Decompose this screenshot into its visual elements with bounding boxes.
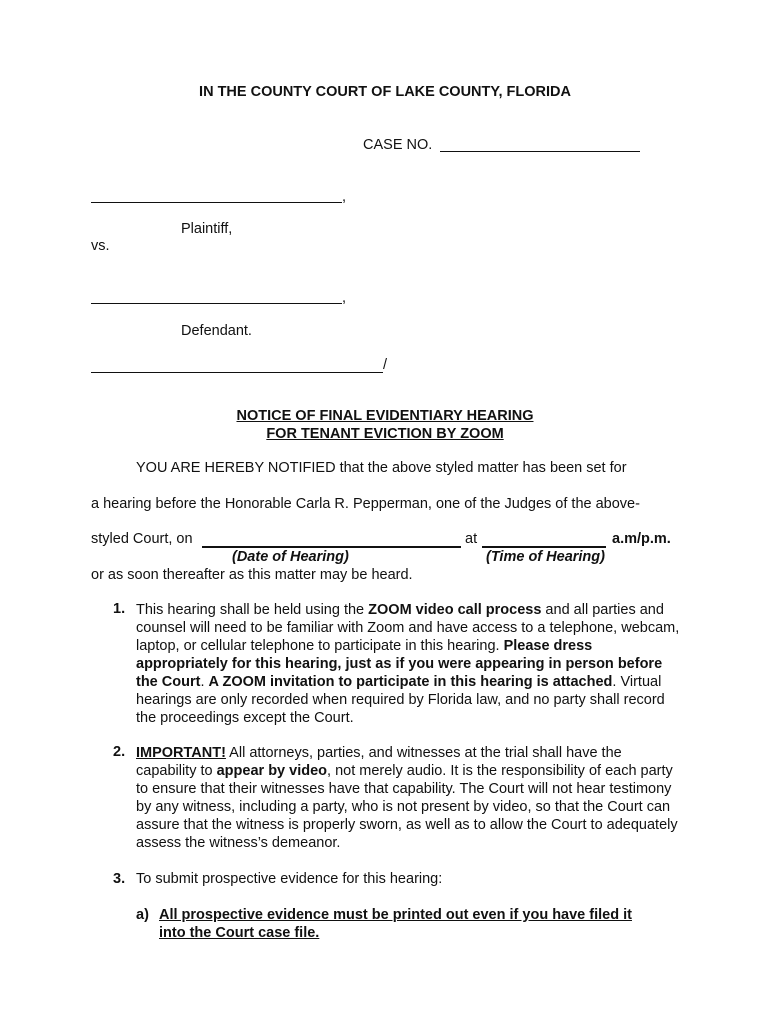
- intro-line2: a hearing before the Honorable Carla R. Pepperman, one of the Judges of the above-: [91, 496, 640, 512]
- time-of-hearing-caption: (Time of Hearing): [486, 549, 605, 565]
- item-2-text: IMPORTANT! All attorneys, parties, and witnesses at the trial shall have the capability to appear by video, not merely audio. It is the responsibility of each party to ensure that their witnesses have that capability. The Court will not hear testimony by any witness, including a party, who is not present by video, so that the Court can assure that the witness is properly sworn, as well as to allow the Court to adequately assess the witness’s demeanor.: [136, 745, 678, 851]
- intro-at: at: [465, 531, 478, 547]
- caption-slash: /: [383, 357, 388, 373]
- date-of-hearing-caption: (Date of Hearing): [232, 549, 349, 565]
- plaintiff-name-blank: [91, 202, 342, 203]
- defendant-label: Defendant.: [181, 323, 252, 339]
- notice-title-line2: FOR TENANT EVICTION BY ZOOM: [266, 426, 504, 442]
- item-2-number: 2.: [113, 744, 126, 760]
- defendant-name-blank: [91, 303, 342, 304]
- court-heading: IN THE COUNTY COURT OF LAKE COUNTY, FLORIDA: [199, 84, 571, 100]
- item-3a-line1: All prospective evidence must be printed out even if you have filed it: [159, 907, 632, 923]
- hearing-date-blank: [202, 546, 461, 548]
- intro-line3-start: styled Court, on: [91, 531, 193, 547]
- intro-line4: or as soon thereafter as this matter may be heard.: [91, 567, 413, 583]
- case-number-blank: [440, 151, 640, 152]
- item-3a-line2: into the Court case file.: [159, 925, 320, 941]
- item-3-number: 3.: [113, 871, 126, 887]
- item-3-text: To submit prospective evidence for this hearing:: [136, 871, 443, 887]
- plaintiff-comma: ,: [342, 189, 347, 205]
- item-1-text: This hearing shall be held using the ZOOM video call process and all parties and counsel will need to be familiar with Zoom and have access to a telephone, webcam, laptop, or cellular telephone to participate in this hearing. Please dress appropriately for this hearing, just as if you were appearing in person before the Court. A ZOOM invitation to participate in this hearing is attached. Virtual hearings are only recorded when required by Florida law, and no party shall record the proceedings except the Court.: [136, 602, 680, 726]
- am-pm-label: a.m/p.m.: [612, 531, 671, 547]
- versus-label: vs.: [91, 238, 110, 254]
- caption-closing-line: [91, 372, 383, 373]
- item-1-number: 1.: [113, 601, 126, 617]
- case-number-label: CASE NO.: [363, 137, 433, 153]
- defendant-comma: ,: [342, 290, 347, 306]
- item-3a-label: a): [136, 907, 149, 923]
- hearing-time-blank: [482, 546, 606, 548]
- intro-line1: YOU ARE HEREBY NOTIFIED that the above styled matter has been set for: [136, 460, 627, 476]
- plaintiff-label: Plaintiff,: [181, 221, 233, 237]
- notice-title-line1: NOTICE OF FINAL EVIDENTIARY HEARING: [236, 408, 534, 424]
